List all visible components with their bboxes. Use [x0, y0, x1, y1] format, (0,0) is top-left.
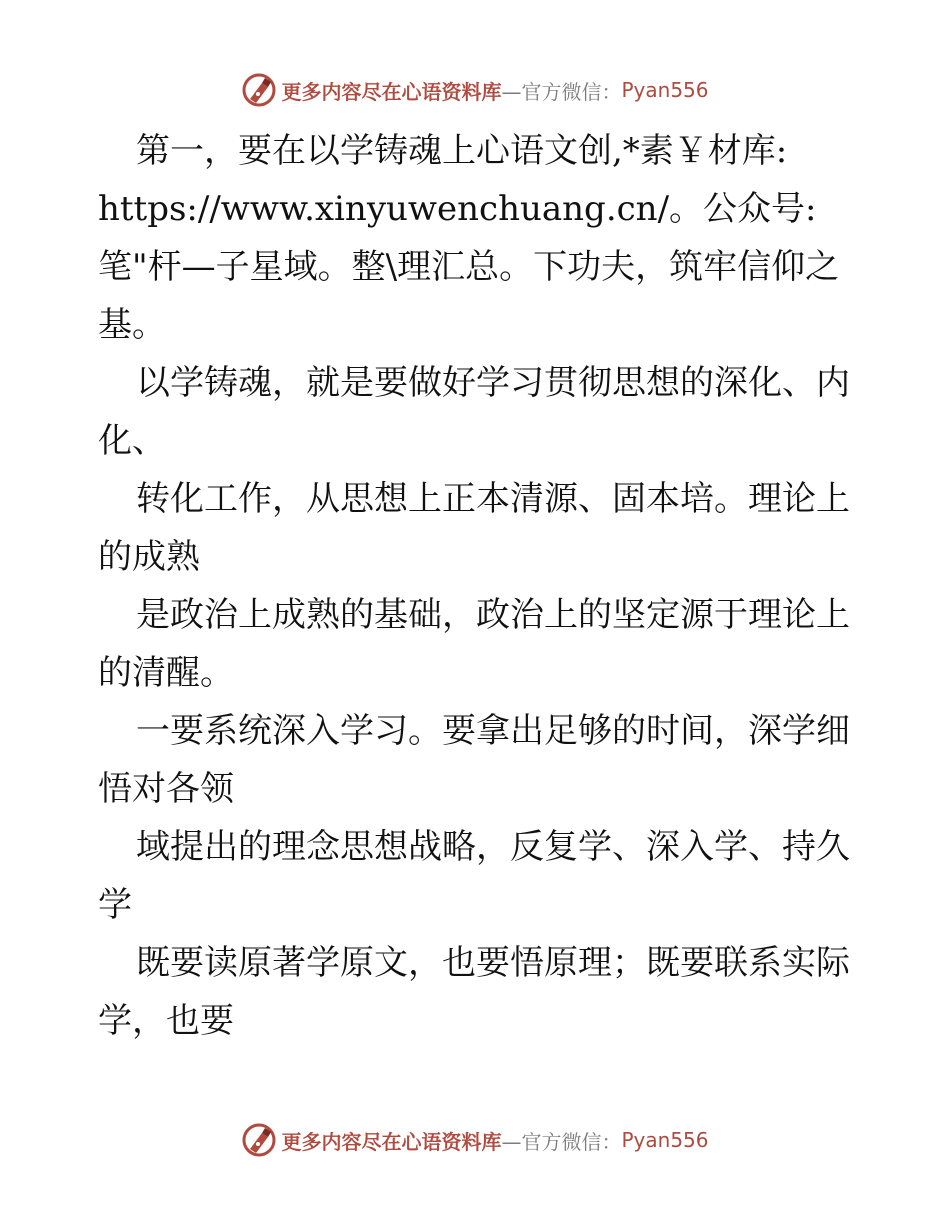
banner-title: 更多内容尽在心语资料库 — [281, 79, 502, 104]
paragraph-line: https://www.xinyuwenchuang.cn/。公众号: — [98, 189, 817, 229]
paragraph-line: 既要读原著学原文，也要悟原理；既要联系实际 — [136, 943, 850, 983]
header-banner — [0, 70, 950, 110]
paragraph-line: 学，也要 — [98, 1001, 234, 1041]
banner-wechat-label: —官方微信： — [501, 1129, 622, 1154]
document-body — [98, 122, 858, 1050]
paragraph-line: 域提出的理念思想战略，反复学、深入学、持久 — [136, 827, 850, 867]
paragraph-line: 悟对各领 — [98, 769, 234, 809]
paragraph-line: 的成熟 — [98, 537, 200, 577]
footer-banner — [0, 1120, 950, 1160]
paragraph-line: 基。 — [98, 305, 166, 345]
paragraph-line: 化、 — [98, 421, 166, 461]
pen-nib-logo-icon — [241, 72, 277, 108]
banner-wechat-id: Pyan556 — [621, 78, 709, 102]
paragraph-line: 是政治上成熟的基础，政治上的坚定源于理论上 — [136, 595, 850, 635]
banner-wechat-id: Pyan556 — [621, 1128, 709, 1152]
paragraph-line: 的清醒。 — [98, 653, 234, 693]
paragraph-line: 以学铸魂，就是要做好学习贯彻思想的深化、内 — [136, 363, 850, 403]
paragraph-line: 一要系统深入学习。要拿出足够的时间，深学细 — [136, 711, 850, 751]
paragraph-line: 学 — [98, 885, 132, 925]
paragraph-line: 笔"杆—子星域。整\理汇总。下功夫，筑牢信仰之 — [98, 247, 840, 287]
banner-wechat-label: —官方微信： — [501, 79, 622, 104]
paragraph-line: 第一，要在以学铸魂上心语文创,*素￥材库: — [136, 131, 788, 171]
pen-nib-logo-icon — [241, 1122, 277, 1158]
paragraph-line: 转化工作，从思想上正本清源、固本培。理论上 — [136, 479, 850, 519]
banner-title: 更多内容尽在心语资料库 — [281, 1129, 502, 1154]
